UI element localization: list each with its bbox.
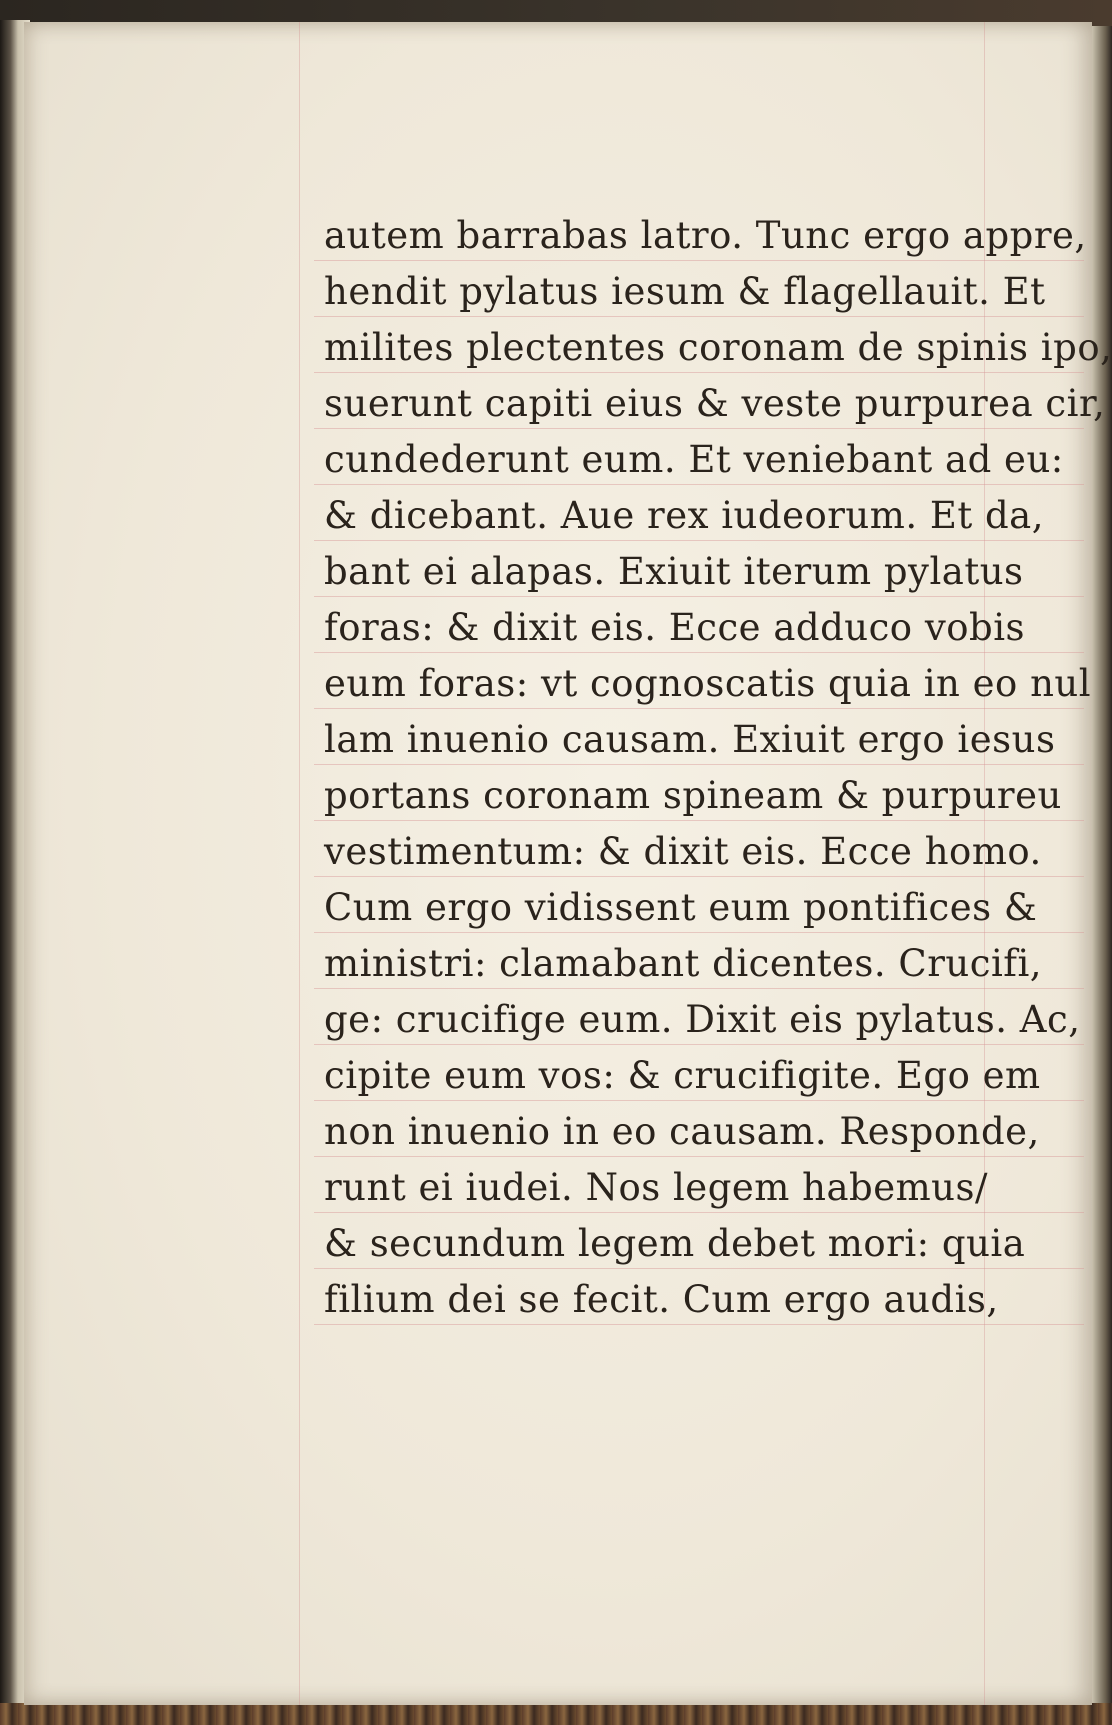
text-line: ge: crucifige eum. Dixit eis pylatus. Ac, — [324, 998, 1081, 1041]
text-line: foras: & dixit eis. Ecce adduco vobis — [324, 606, 1026, 649]
text-line: filium dei se fecit. Cum ergo audis, — [324, 1278, 999, 1321]
text-line: bant ei alapas. Exiuit iterum pylatus — [324, 550, 1024, 593]
manuscript-page — [24, 22, 1112, 1705]
text-line: portans coronam spineam & purpureu — [324, 774, 1062, 817]
text-line: runt ei iudei. Nos legem habemus/ — [324, 1166, 988, 1209]
text-line: autem barrabas latro. Tunc ergo appre, — [324, 214, 1087, 257]
text-line: Cum ergo vidissent eum pontifices & — [324, 886, 1038, 929]
margin-rule-left — [299, 22, 300, 1705]
text-line: suerunt capiti eius & veste purpurea cir, — [324, 382, 1106, 425]
text-line: & secundum legem debet mori: quia — [324, 1222, 1026, 1265]
text-line: ministri: clamabant dicentes. Crucifi, — [324, 942, 1043, 985]
text-line: lam inuenio causam. Exiuit ergo iesus — [324, 718, 1056, 761]
text-line: milites plectentes coronam de spinis ipo, — [324, 326, 1112, 369]
text-line: & dicebant. Aue rex iudeorum. Et da, — [324, 494, 1045, 537]
text-line: hendit pylatus iesum & flagellauit. Et — [324, 270, 1046, 313]
text-line: cipite eum vos: & crucifigite. Ego em — [324, 1054, 1041, 1097]
text-line: eum foras: vt cognoscatis quia in eo nul — [324, 662, 1092, 705]
manuscript-text — [324, 208, 1112, 1328]
text-line: cundederunt eum. Et veniebant ad eu: — [324, 438, 1064, 481]
book-bottom-edge — [0, 1703, 1112, 1725]
text-line: vestimentum: & dixit eis. Ecce homo. — [324, 830, 1042, 873]
text-line: non inuenio in eo causam. Responde, — [324, 1110, 1040, 1153]
